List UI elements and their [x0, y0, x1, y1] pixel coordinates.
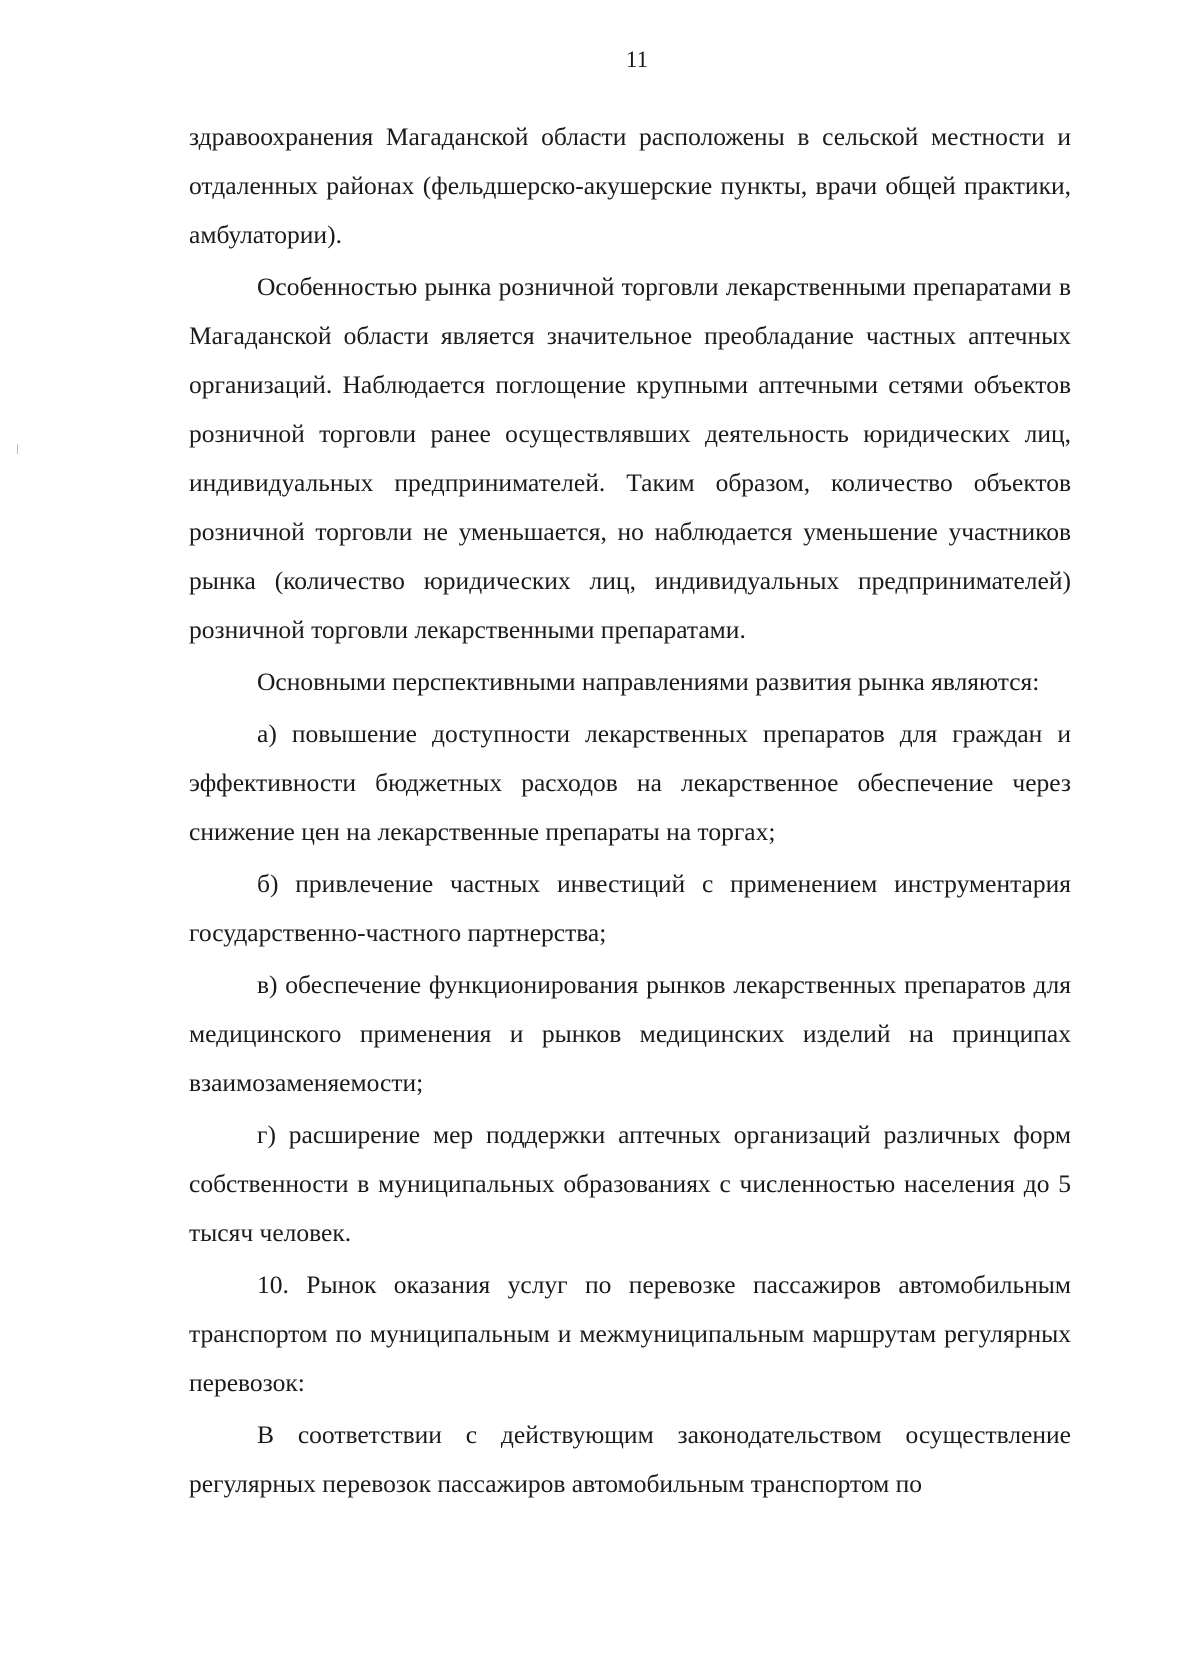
paragraph-3: Основными перспективными направлениями развития рынка являются: — [257, 667, 1040, 696]
document-body — [189, 112, 1071, 1508]
list-item-a: а) повышение доступности лекарственных препаратов для граждан и эффективности бюджетных расходов на лекарственное обеспечение через снижение цен на лекарственные препараты на торгах; — [189, 719, 1071, 846]
scan-artifact — [17, 444, 18, 454]
paragraph-1: здравоохранения Магаданской области расположены в сельской местности и отдаленных районах (фельдшерско-акушерские пункты, врачи общей практики, амбулатории). — [189, 122, 1071, 249]
paragraph-2: Особенностью рынка розничной торговли лекарственными препаратами в Магаданской области является значительное преобладание частных аптечных организаций. Наблюдается поглощение крупными аптечными сетями объектов розничной торговли ранее осуществлявших деятельность юридических лиц, индивидуальных предпринимателей. Таким образом, количество объектов розничной торговли не уменьшается, но наблюдается уменьшение участников рынка (количество юридических лиц, индивидуальных предпринимателей) розничной торговли лекарственными препаратами. — [189, 272, 1071, 644]
list-item-b: б) привлечение частных инвестиций с применением инструментария государственно-частного партнерства; — [189, 869, 1071, 947]
list-item-v: в) обеспечение функционирования рынков лекарственных препаратов для медицинского применения и рынков медицинских изделий на принципах взаимозаменяемости; — [189, 970, 1071, 1097]
section-heading-10: 10. Рынок оказания услуг по перевозке пассажиров автомобильным транспортом по муниципальным и межмуниципальным маршрутам регулярных перевозок: — [189, 1270, 1071, 1397]
page-number: 11 — [625, 47, 649, 72]
list-item-g: г) расширение мер поддержки аптечных организаций различных форм собственности в муниципальных образованиях с численностью населения до 5 тысяч человек. — [189, 1120, 1071, 1247]
paragraph-last: В соответствии с действующим законодательством осуществление регулярных перевозок пассажиров автомобильным транспортом по — [189, 1420, 1071, 1498]
